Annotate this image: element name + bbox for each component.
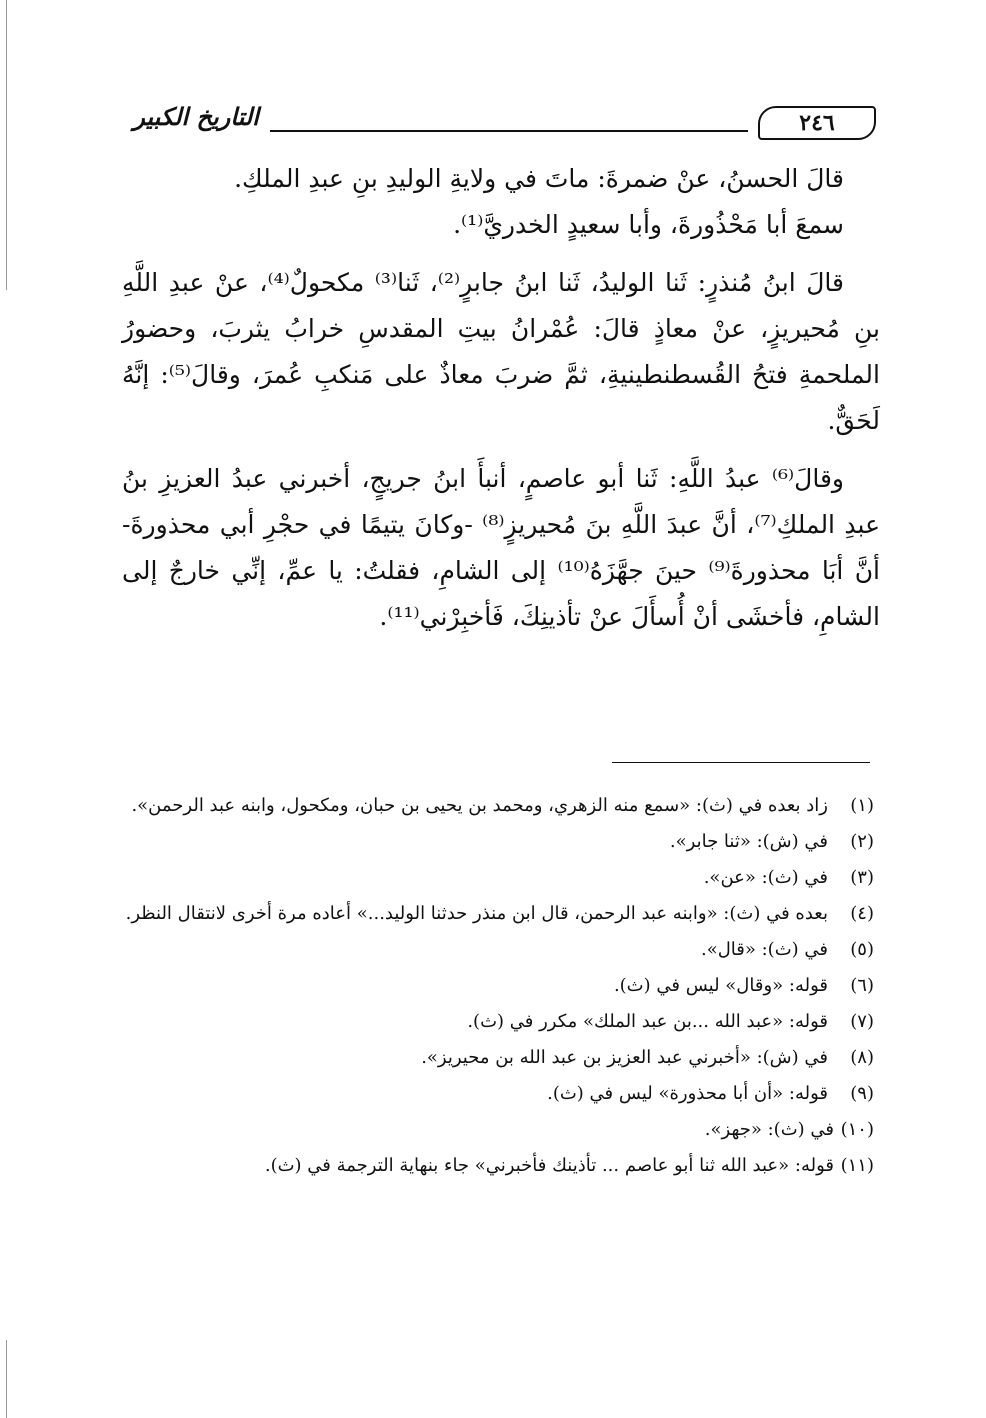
footnote-number: (٥) bbox=[850, 939, 874, 960]
page-number: ٢٤٦ bbox=[758, 106, 876, 140]
paragraph: سمعَ أبا مَحْذُورةَ، وأبا سعيدٍ الخدريَّ⁽¹⁾. bbox=[453, 210, 844, 239]
paragraph: قالَ ابنُ مُنذرٍ: ثَنا الوليدُ، ثَنا ابنُ جابرٍ⁽²⁾، ثَنا⁽³⁾ مكحولٌ⁽⁴⁾، عنْ عبدِ اللَّهِ بنِ مُحيريزٍ، عنْ معاذٍ قالَ: عُمْرانُ بيتِ المقدسِ خرابُ يثربَ، وحضورُ الملحمةِ فتحُ القُسطنطينيةِ، ثمَّ ضربَ معاذٌ على مَنكبِ عُمرَ، وقالَ⁽⁵⁾: إنَّهُ لَحَقٌّ. bbox=[122, 268, 880, 435]
footnote-separator bbox=[612, 762, 870, 763]
book-title: التاريخ الكبير bbox=[133, 102, 259, 131]
footnote-number: (٤) bbox=[850, 903, 874, 924]
footnote-number: (٩) bbox=[850, 1083, 874, 1104]
footnote-number: (٢) bbox=[850, 831, 874, 852]
header-rule bbox=[270, 130, 748, 132]
footnote-text: بعده في (ث): «وابنه عبد الرحمن، قال ابن منذر حدثنا الوليد...» أعاده مرة أخرى لانتقال النظر. bbox=[125, 903, 828, 924]
footnote-number: (٧) bbox=[850, 1011, 874, 1032]
paragraph: قالَ الحسنُ، عنْ ضمرةَ: ماتَ في ولايةِ الوليدِ بنِ عبدِ الملكِ. bbox=[234, 164, 844, 193]
footnote-text: زاد بعده في (ث): «سمع منه الزهري، ومحمد بن يحيى بن حبان، ومكحول، وابنه عبد الرحمن». bbox=[131, 795, 828, 816]
footnote-text: في (ث): «عن». bbox=[703, 867, 828, 888]
main-text bbox=[122, 156, 880, 640]
running-header bbox=[128, 102, 876, 142]
footnote bbox=[122, 1004, 874, 1040]
footnote-text: في (ث): «جهز». bbox=[704, 1119, 834, 1140]
footnote bbox=[122, 824, 874, 860]
footnote-text: في (ش): «ثنا جابر». bbox=[669, 831, 828, 852]
footnote bbox=[122, 896, 874, 932]
footnote bbox=[122, 968, 874, 1004]
footnote-number: (٣) bbox=[850, 867, 874, 888]
paragraph: وقالَ⁽⁶⁾ عبدُ اللَّهِ: ثَنا أبو عاصمٍ، أنبأَ ابنُ جريجٍ، أخبرني عبدُ العزيزِ بنُ عبدِ الملكِ⁽⁷⁾، أنَّ عبدَ اللَّهِ بنَ مُحيريزٍ⁽⁸⁾ -وكانَ يتيمًا في حجْرِ أبي محذورةَ- أنَّ أبَا محذورةَ⁽⁹⁾ حينَ جهَّزَهُ⁽¹⁰⁾ إلى الشامِ، فقلتُ: يا عمِّ، إنِّي خارجٌ إلى الشامِ، فأخشَى أنْ أُسأَلَ عنْ تأذينِكَ، فَأخبِرْني⁽¹¹⁾. bbox=[122, 464, 880, 631]
scan-edge-line-top bbox=[6, 0, 7, 290]
footnote-number: (١) bbox=[850, 795, 874, 816]
footnote-number: (٦) bbox=[850, 975, 874, 996]
footnote-number: (١٠) bbox=[840, 1119, 874, 1140]
footnote bbox=[122, 860, 874, 896]
footnote-number: (١١) bbox=[840, 1155, 874, 1176]
footnote-text: في (ش): «أخبرني عبد العزيز بن عبد الله بن محيريز». bbox=[421, 1047, 828, 1068]
footnote-text: قوله: «أن أبا محذورة» ليس في (ث). bbox=[547, 1083, 828, 1104]
footnote-text: قوله: «وقال» ليس في (ث). bbox=[613, 975, 828, 996]
footnote-text: قوله: «عبد الله ثنا أبو عاصم ... تأذينك فأخبرني» جاء بنهاية الترجمة في (ث). bbox=[264, 1155, 834, 1176]
footnotes bbox=[122, 788, 874, 1184]
footnote bbox=[122, 1112, 874, 1148]
footnote-text: قوله: «عبد الله ...بن عبد الملك» مكرر في (ث). bbox=[467, 1011, 828, 1032]
footnote bbox=[122, 932, 874, 968]
footnote-number: (٨) bbox=[850, 1047, 874, 1068]
scan-edge-line-bottom bbox=[6, 1340, 7, 1418]
footnote bbox=[122, 1148, 874, 1184]
footnote-text: في (ث): «قال». bbox=[700, 939, 828, 960]
footnote bbox=[122, 1076, 874, 1112]
footnote bbox=[122, 1040, 874, 1076]
footnote bbox=[122, 788, 874, 824]
